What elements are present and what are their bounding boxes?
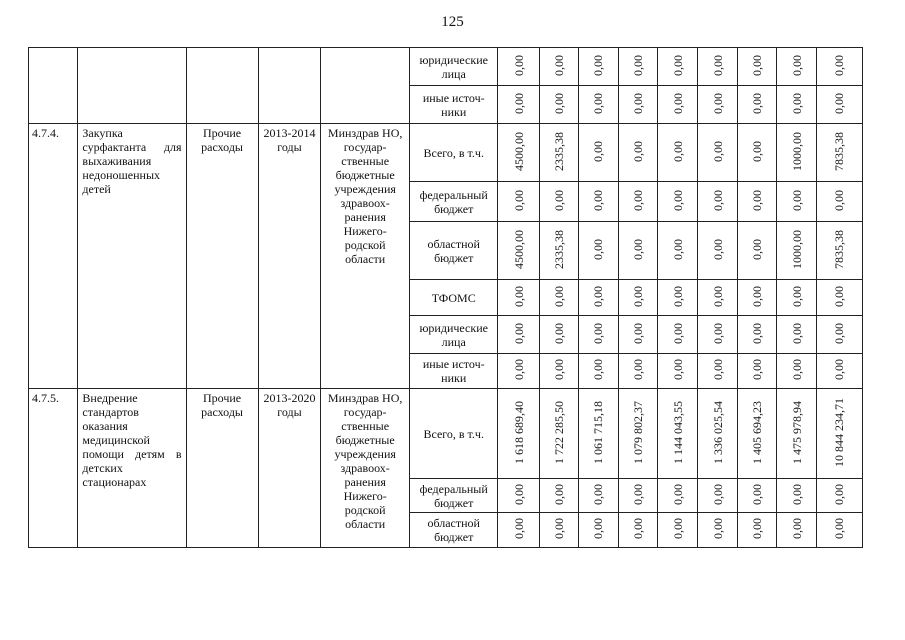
amount-cell xyxy=(698,513,738,548)
amount-cell xyxy=(498,86,539,124)
amount-cell xyxy=(618,280,657,316)
amount-cell xyxy=(658,86,698,124)
amount-value: 1000,00 xyxy=(789,229,804,269)
amount-value: 0,00 xyxy=(630,483,645,505)
amount-cell xyxy=(539,280,578,316)
amount-cell xyxy=(498,222,539,280)
amount-cell xyxy=(816,48,862,86)
amount-cell xyxy=(658,124,698,182)
amount-cell xyxy=(816,124,862,182)
item-code: 4.7.4. xyxy=(29,124,78,389)
amount-cell xyxy=(578,513,618,548)
amount-value: 0,00 xyxy=(630,322,645,344)
executor xyxy=(321,48,410,124)
budget-table xyxy=(28,47,863,548)
amount-value: 0,00 xyxy=(591,518,606,539)
amount-value: 0,00 xyxy=(710,238,725,260)
amount-value: 0,00 xyxy=(511,322,526,344)
amount-value: 1 475 978,94 xyxy=(789,400,804,464)
amount-value: 0,00 xyxy=(511,518,526,539)
expense-type: Прочие расходы xyxy=(186,389,258,548)
amount-value: 0,00 xyxy=(630,92,645,114)
expense-type xyxy=(186,48,258,124)
amount-value: 0,00 xyxy=(551,54,566,76)
amount-cell xyxy=(816,86,862,124)
amount-cell xyxy=(498,124,539,182)
amount-value: 0,00 xyxy=(630,518,645,539)
amount-cell xyxy=(658,354,698,389)
amount-cell xyxy=(816,280,862,316)
amount-value: 0,00 xyxy=(789,189,804,211)
amount-value: 1 618 689,40 xyxy=(511,400,526,464)
amount-value: 1 144 043,55 xyxy=(670,400,685,464)
amount-cell xyxy=(498,48,539,86)
amount-cell xyxy=(738,513,777,548)
funding-source: иные источ-ники xyxy=(409,354,498,389)
amount-cell xyxy=(816,389,862,479)
amount-cell xyxy=(618,513,657,548)
amount-value: 10 844 234,71 xyxy=(832,397,847,467)
amount-value: 0,00 xyxy=(750,238,765,260)
amount-cell xyxy=(658,48,698,86)
amount-value: 0,00 xyxy=(630,285,645,307)
amount-cell xyxy=(816,316,862,354)
amount-cell xyxy=(777,316,816,354)
amount-value: 0,00 xyxy=(630,359,645,380)
amount-cell xyxy=(738,182,777,222)
funding-source: областной бюджет xyxy=(409,222,498,280)
amount-value: 0,00 xyxy=(710,359,725,380)
amount-value: 0,00 xyxy=(832,54,847,76)
amount-cell xyxy=(539,182,578,222)
amount-value: 0,00 xyxy=(710,189,725,211)
amount-value: 0,00 xyxy=(591,92,606,114)
amount-cell xyxy=(658,182,698,222)
amount-value: 0,00 xyxy=(670,189,685,211)
amount-cell xyxy=(658,513,698,548)
amount-cell xyxy=(618,182,657,222)
amount-value: 0,00 xyxy=(670,92,685,114)
amount-value: 1 079 802,37 xyxy=(630,400,645,464)
amount-cell xyxy=(816,182,862,222)
amount-value: 0,00 xyxy=(591,285,606,307)
amount-value: 1 722 285,50 xyxy=(551,400,566,464)
amount-value: 0,00 xyxy=(750,285,765,307)
amount-cell xyxy=(539,222,578,280)
executor: Минздрав НО, государ-ственные бюджетные учреждения здравоох-ранения Нижего-родской области xyxy=(321,124,410,389)
amount-cell xyxy=(658,316,698,354)
item-name: Внедрение стандартов оказания медицинской помощи детям в детских стационарах xyxy=(78,389,186,548)
amount-value: 0,00 xyxy=(630,140,645,162)
amount-value: 0,00 xyxy=(591,238,606,260)
amount-value: 0,00 xyxy=(710,518,725,539)
period xyxy=(258,48,321,124)
amount-value: 0,00 xyxy=(591,140,606,162)
amount-cell xyxy=(539,316,578,354)
amount-cell xyxy=(777,280,816,316)
amount-cell xyxy=(777,222,816,280)
amount-cell xyxy=(539,124,578,182)
amount-value: 0,00 xyxy=(551,322,566,344)
amount-value: 0,00 xyxy=(551,359,566,380)
amount-value: 0,00 xyxy=(710,54,725,76)
amount-cell xyxy=(658,280,698,316)
amount-value: 0,00 xyxy=(591,322,606,344)
amount-cell xyxy=(698,222,738,280)
amount-value: 0,00 xyxy=(750,483,765,505)
amount-value: 0,00 xyxy=(710,322,725,344)
amount-cell xyxy=(498,389,539,479)
amount-cell xyxy=(777,389,816,479)
funding-source: федеральный бюджет xyxy=(409,182,498,222)
amount-value: 0,00 xyxy=(551,518,566,539)
amount-value: 0,00 xyxy=(789,92,804,114)
item-name xyxy=(78,48,186,124)
amount-cell xyxy=(658,479,698,513)
amount-value: 0,00 xyxy=(750,92,765,114)
amount-cell xyxy=(738,48,777,86)
amount-cell xyxy=(578,316,618,354)
amount-cell xyxy=(539,48,578,86)
amount-cell xyxy=(698,316,738,354)
amount-value: 0,00 xyxy=(789,322,804,344)
amount-cell xyxy=(777,124,816,182)
funding-source: иные источ-ники xyxy=(409,86,498,124)
amount-cell xyxy=(816,222,862,280)
amount-value: 7835,38 xyxy=(832,131,847,171)
amount-value: 0,00 xyxy=(591,359,606,380)
amount-value: 0,00 xyxy=(630,238,645,260)
amount-value: 0,00 xyxy=(832,285,847,307)
funding-source: юридические лица xyxy=(409,48,498,86)
amount-cell xyxy=(698,182,738,222)
amount-cell xyxy=(618,479,657,513)
amount-cell xyxy=(738,124,777,182)
amount-value: 0,00 xyxy=(511,189,526,211)
executor: Минздрав НО, государ-ственные бюджетные учреждения здравоох-ранения Нижего-родской области xyxy=(321,389,410,548)
amount-cell xyxy=(738,354,777,389)
amount-value: 0,00 xyxy=(670,285,685,307)
amount-value: 0,00 xyxy=(789,54,804,76)
funding-source: областной бюджет xyxy=(409,513,498,548)
amount-value: 0,00 xyxy=(670,322,685,344)
amount-value: 7835,38 xyxy=(832,229,847,269)
amount-cell xyxy=(498,354,539,389)
amount-cell xyxy=(777,513,816,548)
amount-cell xyxy=(738,389,777,479)
amount-value: 0,00 xyxy=(551,285,566,307)
period: 2013-2014 годы xyxy=(258,124,321,389)
expense-type: Прочие расходы xyxy=(186,124,258,389)
item-name: Закупка сурфактанта для выхаживания недоношенных детей xyxy=(78,124,186,389)
amount-value: 0,00 xyxy=(551,483,566,505)
amount-value: 0,00 xyxy=(630,54,645,76)
amount-value: 0,00 xyxy=(832,189,847,211)
amount-cell xyxy=(698,280,738,316)
amount-value: 0,00 xyxy=(511,285,526,307)
amount-cell xyxy=(618,86,657,124)
amount-cell xyxy=(498,280,539,316)
amount-value: 2335,38 xyxy=(551,229,566,269)
amount-cell xyxy=(698,86,738,124)
amount-value: 0,00 xyxy=(750,189,765,211)
amount-value: 0,00 xyxy=(670,359,685,380)
amount-cell xyxy=(498,479,539,513)
amount-cell xyxy=(539,86,578,124)
amount-value: 4500,00 xyxy=(511,131,526,171)
amount-value: 0,00 xyxy=(789,483,804,505)
amount-value: 0,00 xyxy=(789,518,804,539)
amount-cell xyxy=(738,86,777,124)
amount-cell xyxy=(578,124,618,182)
amount-value: 0,00 xyxy=(670,483,685,505)
amount-cell xyxy=(578,354,618,389)
amount-value: 0,00 xyxy=(832,518,847,539)
amount-value: 0,00 xyxy=(750,518,765,539)
amount-value: 0,00 xyxy=(750,322,765,344)
amount-value: 1 336 025,54 xyxy=(710,400,725,464)
amount-cell xyxy=(698,354,738,389)
funding-source: федеральный бюджет xyxy=(409,479,498,513)
amount-cell xyxy=(816,479,862,513)
table-row xyxy=(29,124,863,182)
amount-value: 0,00 xyxy=(789,285,804,307)
funding-source: Всего, в т.ч. xyxy=(409,124,498,182)
amount-value: 0,00 xyxy=(670,518,685,539)
amount-value: 0,00 xyxy=(591,189,606,211)
amount-value: 0,00 xyxy=(511,359,526,380)
amount-cell xyxy=(738,479,777,513)
amount-value: 0,00 xyxy=(832,359,847,380)
amount-cell xyxy=(539,354,578,389)
amount-cell xyxy=(578,86,618,124)
amount-cell xyxy=(777,48,816,86)
funding-source: юридические лица xyxy=(409,316,498,354)
amount-value: 0,00 xyxy=(832,483,847,505)
amount-value: 0,00 xyxy=(750,359,765,380)
amount-value: 0,00 xyxy=(551,189,566,211)
amount-cell xyxy=(658,389,698,479)
amount-value: 0,00 xyxy=(832,92,847,114)
amount-cell xyxy=(618,354,657,389)
amount-value: 1 405 694,23 xyxy=(750,400,765,464)
amount-value: 0,00 xyxy=(789,359,804,380)
table-row xyxy=(29,48,863,86)
amount-cell xyxy=(618,48,657,86)
amount-value: 0,00 xyxy=(710,140,725,162)
amount-value: 0,00 xyxy=(511,54,526,76)
amount-cell xyxy=(618,124,657,182)
amount-cell xyxy=(698,389,738,479)
amount-value: 4500,00 xyxy=(511,229,526,269)
amount-cell xyxy=(698,479,738,513)
amount-cell xyxy=(618,389,657,479)
table-row xyxy=(29,389,863,479)
amount-cell xyxy=(498,182,539,222)
amount-cell xyxy=(498,316,539,354)
amount-cell xyxy=(578,280,618,316)
amount-cell xyxy=(816,354,862,389)
amount-value: 0,00 xyxy=(750,140,765,162)
amount-cell xyxy=(658,222,698,280)
amount-value: 0,00 xyxy=(591,54,606,76)
period: 2013-2020 годы xyxy=(258,389,321,548)
amount-cell xyxy=(816,513,862,548)
amount-cell xyxy=(777,86,816,124)
amount-value: 0,00 xyxy=(710,483,725,505)
amount-cell xyxy=(738,280,777,316)
amount-cell xyxy=(539,513,578,548)
amount-cell xyxy=(777,182,816,222)
amount-value: 0,00 xyxy=(750,54,765,76)
page-number: 125 xyxy=(441,14,464,30)
amount-cell xyxy=(698,48,738,86)
amount-cell xyxy=(578,48,618,86)
amount-value: 0,00 xyxy=(591,483,606,505)
amount-value: 0,00 xyxy=(511,92,526,114)
amount-value: 0,00 xyxy=(710,285,725,307)
amount-cell xyxy=(738,222,777,280)
item-code xyxy=(29,48,78,124)
funding-source: Всего, в т.ч. xyxy=(409,389,498,479)
amount-value: 2335,38 xyxy=(551,131,566,171)
amount-cell xyxy=(777,479,816,513)
amount-cell xyxy=(618,316,657,354)
amount-value: 0,00 xyxy=(832,322,847,344)
amount-cell xyxy=(578,222,618,280)
amount-value: 0,00 xyxy=(551,92,566,114)
amount-value: 1 061 715,18 xyxy=(591,400,606,464)
amount-value: 0,00 xyxy=(670,238,685,260)
amount-value: 0,00 xyxy=(670,54,685,76)
item-code: 4.7.5. xyxy=(29,389,78,548)
amount-value: 0,00 xyxy=(511,483,526,505)
amount-value: 0,00 xyxy=(630,189,645,211)
amount-cell xyxy=(738,316,777,354)
amount-cell xyxy=(539,389,578,479)
amount-cell xyxy=(618,222,657,280)
amount-value: 0,00 xyxy=(710,92,725,114)
amount-value: 0,00 xyxy=(670,140,685,162)
amount-cell xyxy=(698,124,738,182)
amount-cell xyxy=(578,182,618,222)
amount-value: 1000,00 xyxy=(789,131,804,171)
amount-cell xyxy=(578,479,618,513)
amount-cell xyxy=(777,354,816,389)
amount-cell xyxy=(578,389,618,479)
amount-cell xyxy=(498,513,539,548)
amount-cell xyxy=(539,479,578,513)
funding-source: ТФОМС xyxy=(409,280,498,316)
